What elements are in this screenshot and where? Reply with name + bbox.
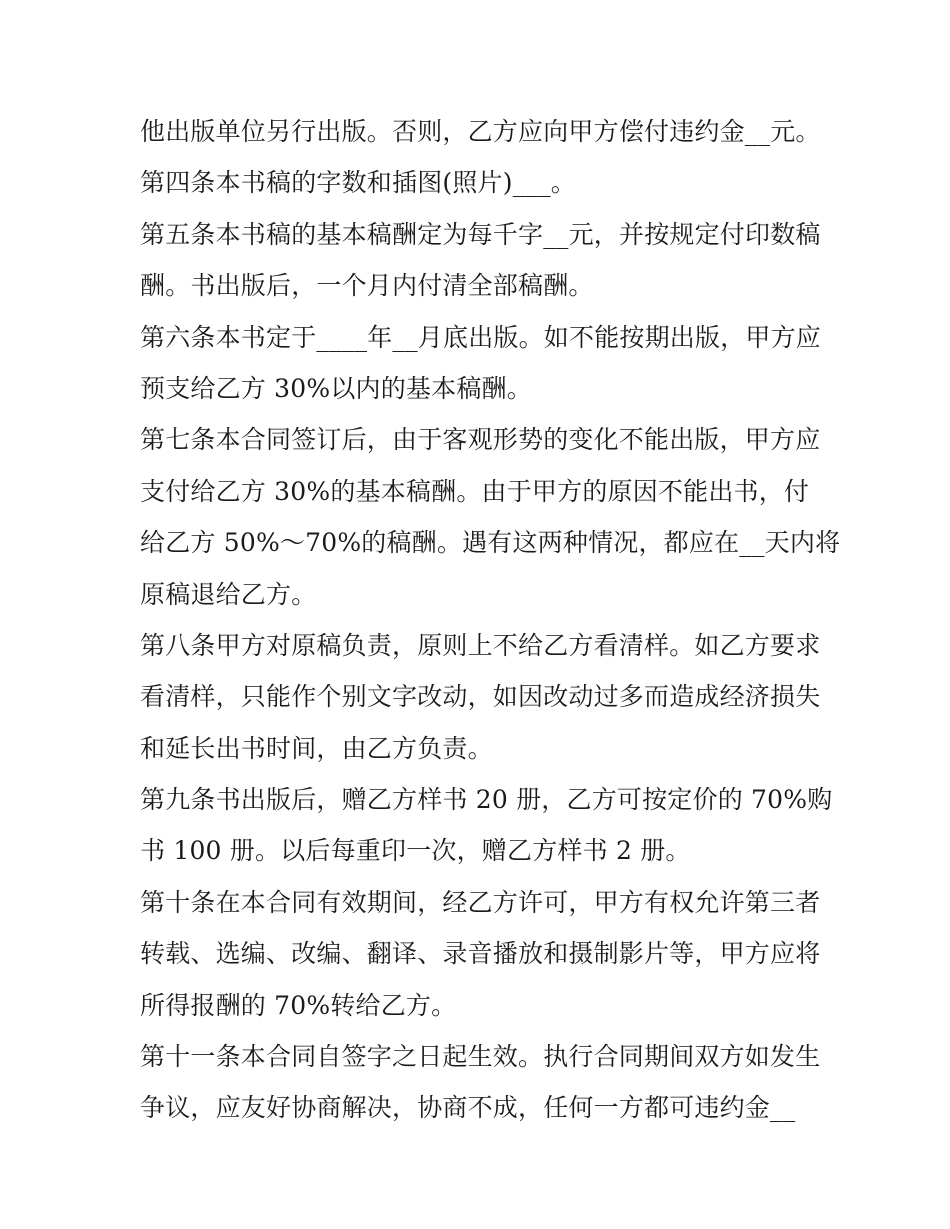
text-line: 第六条本书定于____年__月底出版。如不能按期出版，甲方应 bbox=[140, 322, 822, 352]
text-line: 支付给乙方 30%的基本稿酬。由于甲方的原因不能出书，付 bbox=[140, 476, 810, 506]
text-line: 所得报酬的 70%转给乙方。 bbox=[140, 990, 457, 1020]
contract-text-block bbox=[140, 106, 841, 1134]
text-line: 第十条在本合同有效期间，经乙方许可，甲方有权允许第三者 bbox=[140, 887, 821, 917]
text-line: 和延长出书时间，由乙方负责。 bbox=[140, 733, 493, 763]
text-line: 争议，应友好协商解决，协商不成，任何一方都可违约金__ bbox=[140, 1093, 796, 1123]
text-line: 第十一条本合同自签字之日起生效。执行合同期间双方如发生 bbox=[140, 1042, 821, 1072]
text-line: 转载、选编、改编、翻译、录音播放和摄制影片等，甲方应将 bbox=[140, 939, 821, 969]
text-line: 酬。书出版后，一个月内付清全部稿酬。 bbox=[140, 271, 594, 301]
text-line: 预支给乙方 30%以内的基本稿酬。 bbox=[140, 373, 532, 403]
text-line: 给乙方 50%～70%的稿酬。遇有这两种情况，都应在__天内将 bbox=[140, 528, 841, 558]
text-line: 书 100 册。以后每重印一次，赠乙方样书 2 册。 bbox=[140, 836, 691, 866]
text-line: 第五条本书稿的基本稿酬定为每千字__元，并按规定付印数稿 bbox=[140, 219, 821, 249]
text-line: 他出版单位另行出版。否则，乙方应向甲方偿付违约金__元。 bbox=[140, 117, 821, 146]
text-line: 第七条本合同签订后，由于客观形势的变化不能出版，甲方应 bbox=[140, 425, 821, 455]
text-line: 第九条书出版后，赠乙方样书 20 册，乙方可按定价的 70%购 bbox=[140, 785, 833, 815]
text-line: 第四条本书稿的字数和插图(照片)___。 bbox=[140, 168, 577, 198]
text-line: 第八条甲方对原稿负责，原则上不给乙方看清样。如乙方要求 bbox=[140, 630, 821, 660]
text-line: 看清样，只能作个别文字改动，如因改动过多而造成经济损失 bbox=[140, 682, 821, 712]
text-line: 原稿退给乙方。 bbox=[140, 579, 317, 609]
